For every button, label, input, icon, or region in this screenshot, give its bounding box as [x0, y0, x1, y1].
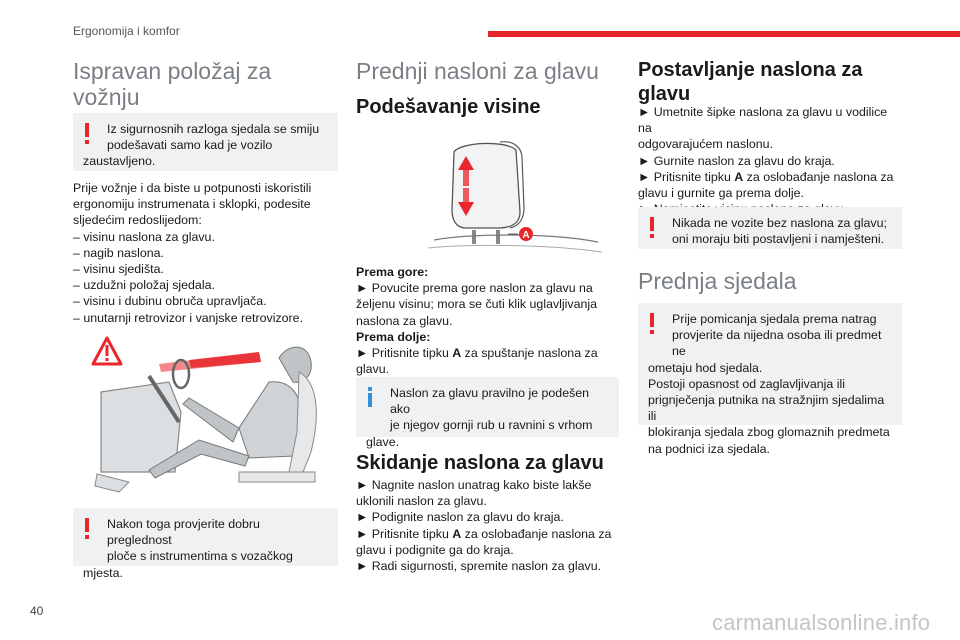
warning-exclamation-icon: [85, 123, 89, 137]
height-instructions: Prema gore: ► Povucite prema gore naslon za glavu na željenu visinu; mora se čuti klik uglavljivanja naslona za glavu. Prema dolje: ► Pritisnite tipku A za spuštanje naslona za glavu.: [356, 265, 598, 377]
warning-exclamation-icon: [85, 518, 89, 532]
subtitle-install-headrest: Postavljanje naslona za glavu: [638, 59, 863, 105]
watermark: carmanualsonline.info: [712, 610, 931, 635]
warning-exclamation-icon: [650, 217, 654, 231]
warning-note-adjust-stopped: Iz sigurnosnih razloga sjedala se smiju podešavati samo kad je vozilo zaustavljeno.: [73, 113, 338, 171]
install-instructions: ► Umetnite šipke naslona za glavu u vodilice na odgovarajućem naslonu. ► Gurnite naslon za glavu do kraja. ► Pritisnite tipku A za oslobađanje naslona za glavu i gurnite ga prema dolje.: [638, 105, 894, 201]
info-note-correct-height: Naslon za glavu pravilno je podešen ako je njegov gornji rub u ravnini s vrhom glave.: [356, 377, 619, 437]
headrest-illustration: [426, 136, 606, 260]
driver-seating-illustration: [89, 332, 329, 500]
remove-instructions: ► Nagnite naslon unatrag kako biste lakše uklonili naslon za glavu. ► Podignite naslon za glavu do kraja. ► Pritisnite tipku A za oslobađanje naslona za glavu i podignite ga do kraja. ► Radi sigurnosti, spremite naslon za glavu.: [356, 478, 612, 574]
subtitle-remove-headrest: Skidanje naslona za glavu: [356, 452, 604, 474]
title-front-seats: Prednja sjedala: [638, 268, 797, 294]
section-header: Ergonomija i komfor: [73, 24, 180, 38]
header-accent-bar: [488, 31, 960, 37]
title-front-headrests: Prednji nasloni za glavu: [356, 58, 599, 84]
warning-note-never-without-headrest: Nikada ne vozite bez naslona za glavu; oni moraju biti postavljeni i namješteni.: [638, 207, 902, 249]
warning-note-seat-movement: Prije pomicanja sjedala prema natrag provjerite da nijedna osoba ili predmet ne ometaju hod sjedala. Postoji opasnost od zaglavljivanja ili prignječenja putnika na stražnjim sjedalima ili blokiranja sjedala zbog glomaznih predmeta na podnici iza sjedala.: [638, 303, 902, 425]
label-a: A: [522, 230, 530, 241]
warning-exclamation-icon: [650, 313, 654, 327]
info-icon: [368, 393, 372, 407]
warning-note-check-visibility: Nakon toga provjerite dobru preglednost ploče s instrumentima s vozačkog mjesta.: [73, 508, 338, 566]
subtitle-height-adjust: Podešavanje visine: [356, 96, 541, 118]
page-number: 40: [30, 604, 44, 618]
title-driving-position: Ispravan položaj za vožnju: [73, 58, 272, 110]
intro-list: Prije vožnje i da biste u potpunosti iskoristili ergonomiju instrumenata i sklopki, podesite sljedećim redoslijedom: – visinu naslona za glavu. – nagib naslona. – visinu sjedišta. – uzdužni položaj sjedala. – visinu i dubinu obruča upravljača. – unutarnji retrovizor i vanjske retrovizore.: [73, 181, 312, 325]
